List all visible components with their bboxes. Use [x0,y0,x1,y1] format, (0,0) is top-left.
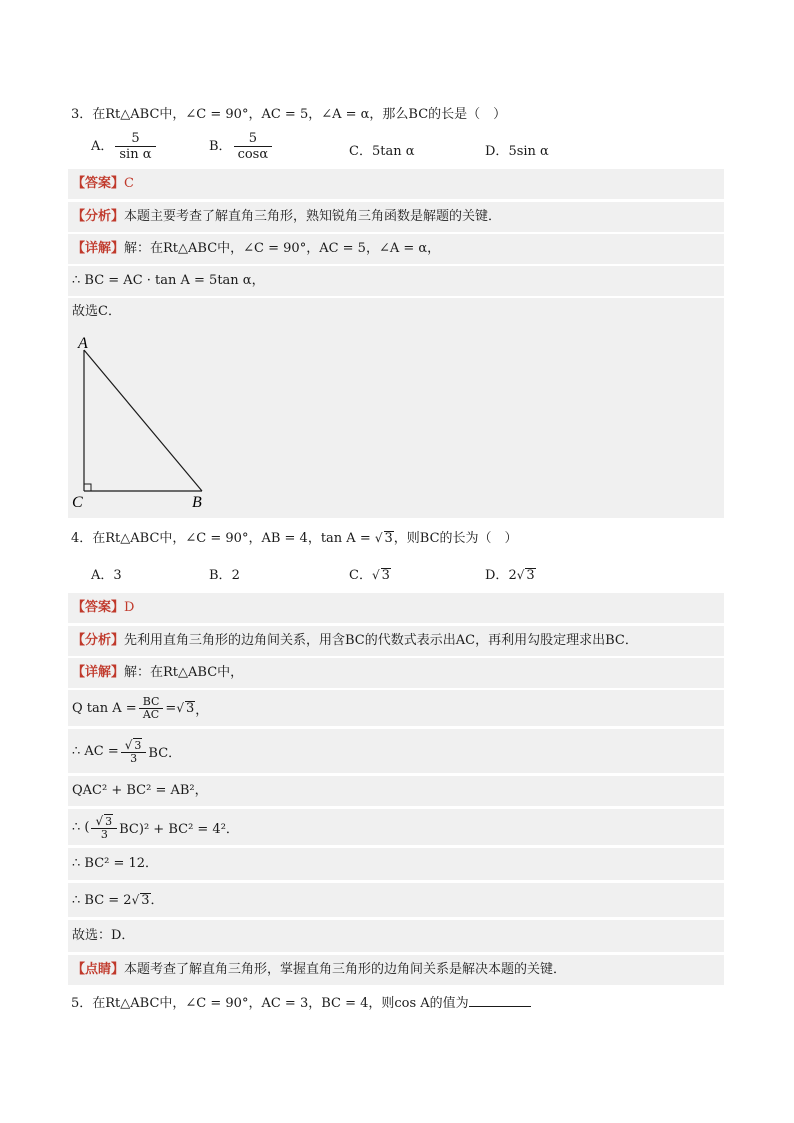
q4-comment: 【点睛】本题考查了解直角三角形，掌握直角三角形的边角间关系是解决本题的关键． [68,955,724,985]
q3-option-b-numerator: 5 [234,131,273,147]
q3-stem: 3．在Rt△ABC中，∠C = 90°，AC = 5，∠A = α，那么BC的长是（ ） [71,107,507,122]
q4-step-1: Q tan A = $\frac{BC}{AC}$ = √ 3 ， [68,690,724,726]
q5-answer-blank[interactable] [469,994,531,1007]
q4-option-c: C．√ 3 [349,568,390,583]
q4-step-4: ∴ ( $\frac{√ 3}{3}$ BC)² + BC² = 4²． [68,809,724,845]
triangle-label-b: B [192,494,202,511]
q4-step-6: ∴ BC = 2√ 3． [68,883,724,917]
q4-step-2: ∴ AC = $\frac{√ 3}{3}$ BC． [68,729,724,773]
q3-option-b-denominator: cosα [237,147,269,162]
q3-triangle-diagram [70,334,230,514]
q4-stem: 4．在Rt△ABC中，∠C = 90°，AB = 4，tan A = √ 3，则BC的长为（ ） [71,531,518,546]
q3-option-c: C．5tan α [349,144,415,159]
q4-answer: 【答案】D [68,593,724,623]
q3-option-a-numerator: 5 [115,131,155,147]
q3-solution-figure-block [68,298,724,518]
q3-option-d: D．5sin α [485,144,549,159]
q3-conclusion: 故选C． [72,304,121,319]
q4-detail: 【详解】解：在Rt△ABC中， [68,658,724,688]
q3-answer: 【答案】C [68,169,724,199]
q4-option-d: D．2√ 3 [485,568,535,583]
q3-analysis: 【分析】本题主要考查了解直角三角形，熟知锐角三角函数是解题的关键． [68,202,724,232]
q3-option-b: B． $\frac{5}{\cos\alpha}$ [209,131,274,162]
q4-step-3: QAC² + BC² = AB²， [68,776,724,806]
q3-option-a-denominator: sin α [119,147,152,162]
q3-step-1: ∴ BC = AC · tan A = 5tan α， [68,266,724,296]
q3-detail: 【详解】解：在Rt△ABC中，∠C = 90°，AC = 5，∠A = α， [68,234,724,264]
q5-stem: 5．在Rt△ABC中，∠C = 90°，AC = 3，BC = 4，则cos A的值为 [71,992,531,1011]
triangle-label-a: A [78,335,88,352]
q4-option-a: A．3 [91,568,122,583]
q3-option-a: A． $\frac{5}{\text{sin α}}$ [91,131,158,162]
q4-conclusion: 故选：D． [68,920,724,952]
q4-step-5: ∴ BC² = 12． [68,848,724,880]
q4-option-b: B．2 [209,568,240,583]
triangle-label-c: C [72,494,83,511]
q4-analysis: 【分析】先利用直角三角形的边角间关系，用含BC的代数式表示出AC，再利用勾股定理求出BC． [68,626,724,656]
